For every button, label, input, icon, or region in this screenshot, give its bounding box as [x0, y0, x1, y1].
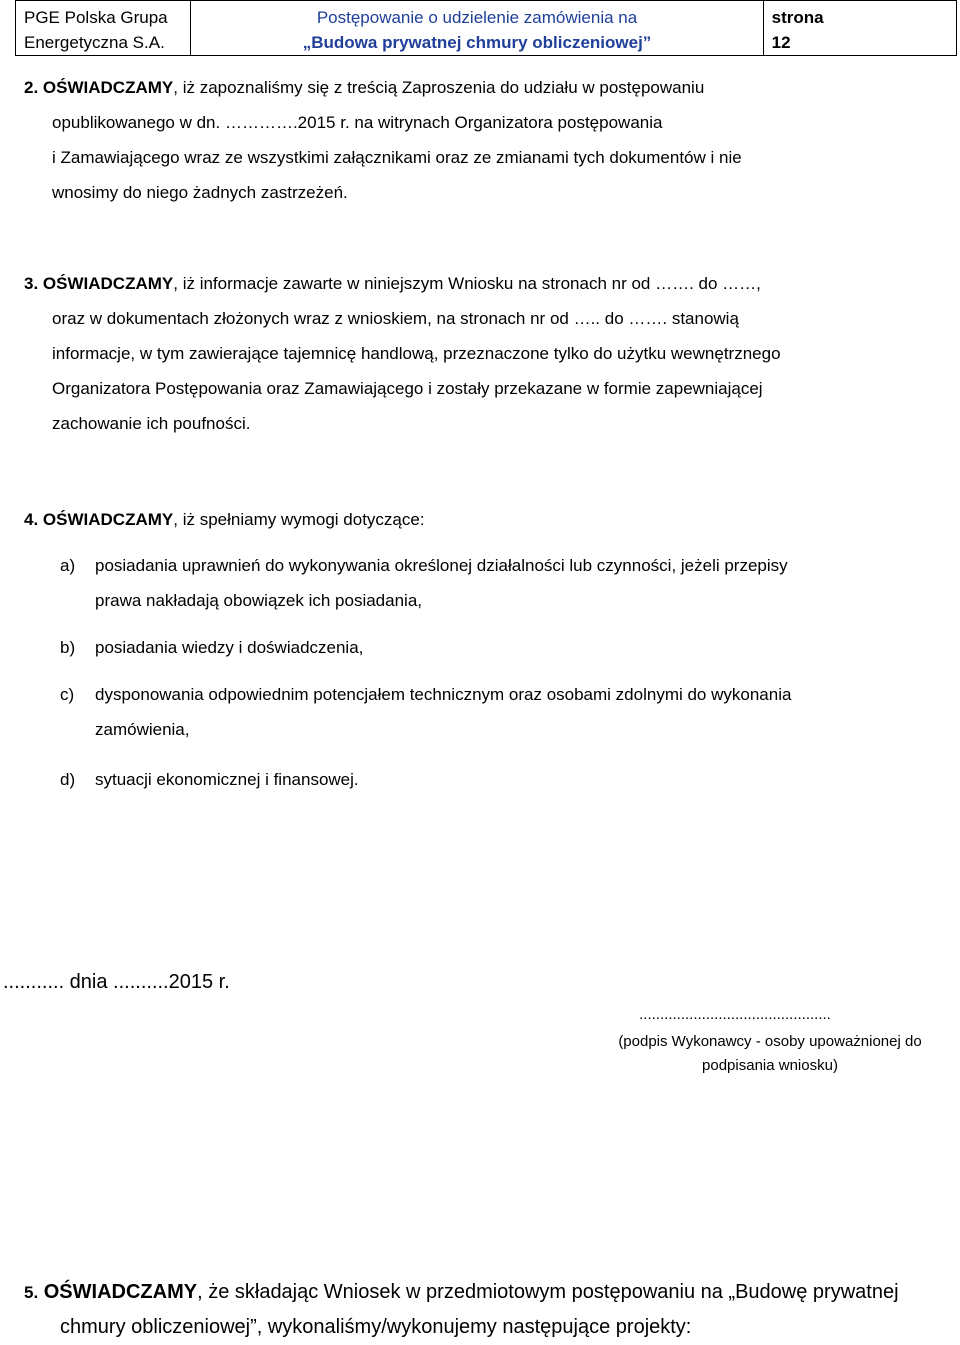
- section-3-line3: informacje, w tym zawierające tajemnicę handlową, przeznaczone tylko do użytku wewnętrznego: [52, 344, 781, 363]
- section-3-keyword: OŚWIADCZAMY: [42, 274, 174, 293]
- list-item-label: a): [60, 556, 76, 575]
- section-3-line1: , iż informacje zawarte w niniejszym Wniosku na stronach nr od ……. do ……,: [173, 274, 761, 293]
- list-item-text-line1: dysponowania odpowiednim potencjałem technicznym oraz osobami zdolnymi do wykonania: [95, 685, 792, 704]
- section-4: [24, 502, 944, 537]
- list-item: [60, 630, 946, 665]
- list-item-text-line2: prawa nakładają obowiązek ich posiadania,: [95, 591, 422, 610]
- section-2-keyword: OŚWIADCZAMY: [42, 78, 174, 97]
- list-item-text-line2: zamówienia,: [95, 720, 190, 739]
- header-company-line2: Energetyczna S.A.: [24, 33, 165, 52]
- list-item-label: c): [60, 685, 75, 704]
- list-item-label: b): [60, 638, 76, 657]
- list-item: [60, 762, 946, 797]
- list-item-text-line1: posiadania wiedzy i doświadczenia,: [95, 638, 364, 657]
- signature-caption-line1: (podpis Wykonawcy - osoby upoważnionej do: [618, 1033, 922, 1050]
- section-3-line4: Organizatora Postępowania oraz Zamawiającego i zostały przekazane w formie zapewniającej: [52, 379, 763, 398]
- section-3: [24, 266, 944, 441]
- signature-dots: ..............................................: [639, 1006, 831, 1023]
- section-5-line1: , że składając Wniosek w przedmiotowym postępowaniu na „Budowę prywatnej: [197, 1281, 899, 1303]
- header-title: [191, 1, 763, 56]
- signature-caption-line2: podpisania wniosku): [702, 1057, 838, 1074]
- section-3-line5: zachowanie ich poufności.: [52, 414, 251, 433]
- header-title-line1: Postępowanie o udzielenie zamówienia na: [316, 8, 638, 27]
- section-2-line2: opublikowanego w dn. ………….2015 r. na witrynach Organizatora postępowania: [52, 113, 663, 132]
- section-2-line1: , iż zapoznaliśmy się z treścią Zaproszenia do udziału w postępowaniu: [173, 78, 705, 97]
- header-title-line2: „Budowa prywatnej chmury obliczeniowej”: [302, 33, 652, 52]
- section-3-line2: oraz w dokumentach złożonych wraz z wnioskiem, na stronach nr od ….. do ……. stanowią: [52, 309, 739, 328]
- section-2-line3: i Zamawiającego wraz ze wszystkimi załącznikami oraz ze zmianami tych dokumentów i nie: [52, 148, 742, 167]
- list-item-text-line1: posiadania uprawnień do wykonywania określonej działalności lub czynności, jeżeli przepisy: [95, 556, 788, 575]
- header-page-number: 12: [771, 33, 791, 52]
- section-2: [24, 70, 944, 210]
- section-5-keyword: OŚWIADCZAMY: [43, 1281, 198, 1303]
- page-header: [15, 0, 957, 56]
- section-5-number: 5.: [24, 1283, 39, 1302]
- header-page-label: strona: [771, 8, 824, 27]
- list-item: [60, 548, 946, 618]
- section-4-number: 4.: [24, 510, 39, 529]
- list-item-label: d): [60, 770, 76, 789]
- header-page: [763, 1, 956, 56]
- section-5-line2: chmury obliczeniowej”, wykonaliśmy/wykonujemy następujące projekty:: [60, 1316, 692, 1338]
- section-4-intro: , iż spełniamy wymogi dotyczące:: [173, 510, 425, 529]
- section-2-line4: wnosimy do niego żadnych zastrzeżeń.: [52, 183, 348, 202]
- section-3-number: 3.: [24, 274, 39, 293]
- date-line: ........... dnia ..........2015 r.: [3, 971, 230, 993]
- section-4-keyword: OŚWIADCZAMY: [42, 510, 174, 529]
- header-company: [16, 1, 191, 56]
- section-2-number: 2.: [24, 78, 39, 97]
- list-item-text-line1: sytuacji ekonomicznej i finansowej.: [95, 770, 359, 789]
- list-item: [60, 677, 946, 747]
- section-5: [24, 1275, 949, 1345]
- header-company-line1: PGE Polska Grupa: [24, 8, 168, 27]
